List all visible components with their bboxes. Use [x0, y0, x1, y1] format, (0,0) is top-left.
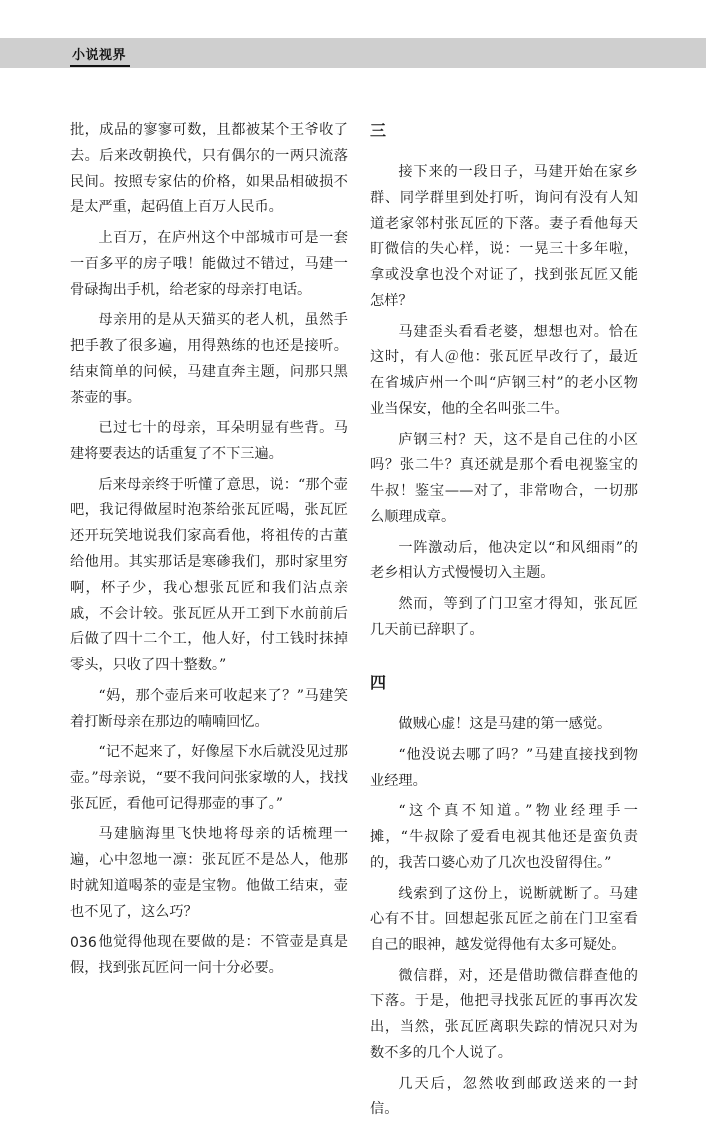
paragraph: 他觉得他现在要做的是：不管壶是真是假，找到张瓦匠问一问十分必要。 [70, 934, 348, 977]
left-column [70, 118, 348, 987]
paragraph: 微信群，对，还是借助微信群查他的下落。于是，他把寻找张瓦匠的事再次发出，当然，张瓦匠离职失踪的情况只对为数不多的几个人说了。 [370, 967, 638, 1062]
paragraph: 几天后，忽然收到邮政送来的一封信。 [370, 1075, 638, 1118]
section-gap [370, 648, 638, 670]
paragraph: “这个真不知道。”物业经理手一摊，“牛叔除了爱看电视其他还是蛮负责的，我苦口婆心劝了几次也没留得住。” [370, 803, 638, 871]
paragraph: 接下来的一段日子，马建开始在家乡群、同学群里到处打听，询问有没有人知道老家邻村张瓦匠的下落。妻子看他每天盯微信的失心样，说：一晃三十多年啦，拿或没拿也没个对证了，找到张瓦匠又能怎样？ [370, 164, 638, 309]
paragraph: 马建歪头看看老婆，想想也对。恰在这时，有人＠他：张瓦匠早改行了，最近在省城庐州一个叫“庐钢三村”的老小区物业当保安，他的全名叫张二牛。 [370, 323, 638, 417]
paragraph: 线索到了这份上，说断就断了。马建心有不甘。回想起张瓦匠之前在门卫室看自己的眼神，越发觉得他有太多可疑处。 [370, 885, 638, 954]
paragraph: 马建脑海里飞快地将母亲的话梳理一遍，心中忽地一凛：张瓦匠不是怂人，他那时就知道喝茶的壶是宝物。他做工结束，壶也不见了，这么巧？ [70, 826, 348, 920]
paragraph: 已过七十的母亲，耳朵明显有些背。马建将要表达的话重复了不下三遍。 [70, 420, 348, 462]
paragraph: “妈，那个壶后来可收起来了？”马建笑着打断母亲在那边的喃喃回忆。 [70, 687, 348, 730]
paragraph: 做贼心虚！这是马建的第一感觉。 [398, 716, 612, 733]
paragraph: 一阵激动后，他决定以“和风细雨”的老乡相认方式慢慢切入主题。 [370, 539, 638, 582]
paragraph: 批，成品的寥寥可数，且都被某个王爷收了去。后来改朝换代，只有偶尔的一两只流落民间。按照专家估的价格，如果品相破损不是太严重，起码值上百万人民币。 [70, 122, 348, 216]
page-number: 036 [70, 935, 97, 951]
paragraph: “记不起来了，好像屋下水后就没见过那壶。”母亲说，“要不我问问张家墩的人，找找张瓦匠，看他可记得那壶的事了。” [70, 744, 348, 812]
paragraph: 然而，等到了门卫室才得知，张瓦匠几天前已辞职了。 [370, 595, 638, 638]
header-underline [70, 65, 130, 67]
paragraph: “他没说去哪了吗？”马建直接找到物业经理。 [370, 746, 638, 789]
paragraph: 庐钢三村？天，这不是自己住的小区吗？张二牛？真还就是那个看电视鉴宝的牛叔！鉴宝——对了，非常吻合，一切那么顺理成章。 [370, 431, 638, 525]
paragraph: 上百万，在庐州这个中部城市可是一套一百多平的房子哦！能做过不错过，马建一骨碌掏出手机，给老家的母亲打电话。 [70, 229, 348, 298]
paragraph: 母亲用的是从天猫买的老人机，虽然手把手教了很多遍，用得熟练的也还是接听。结束简单的问候，马建直奔主题，问那只黑茶壶的事。 [70, 312, 348, 406]
right-column [370, 118, 638, 1128]
section-heading-4: 四 [370, 673, 387, 693]
magazine-title: 小说视界 [72, 48, 127, 63]
section-heading-3: 三 [370, 121, 387, 140]
paragraph: 后来母亲终于听懂了意思，说：“那个壶吧，我记得做屋时泡茶给张瓦匠喝，张瓦匠还开玩笑地说我们家高看他，将祖传的古董给他用。其实那话是寒碜我们，那时家里穷啊，杯子少，我心想张瓦匠和我们沾点亲戚，不会计较。张瓦匠从开工到下水前前后后做了四十二个工，他人好，付工钱时抹掉零头，只收了四十整数。” [70, 476, 348, 674]
